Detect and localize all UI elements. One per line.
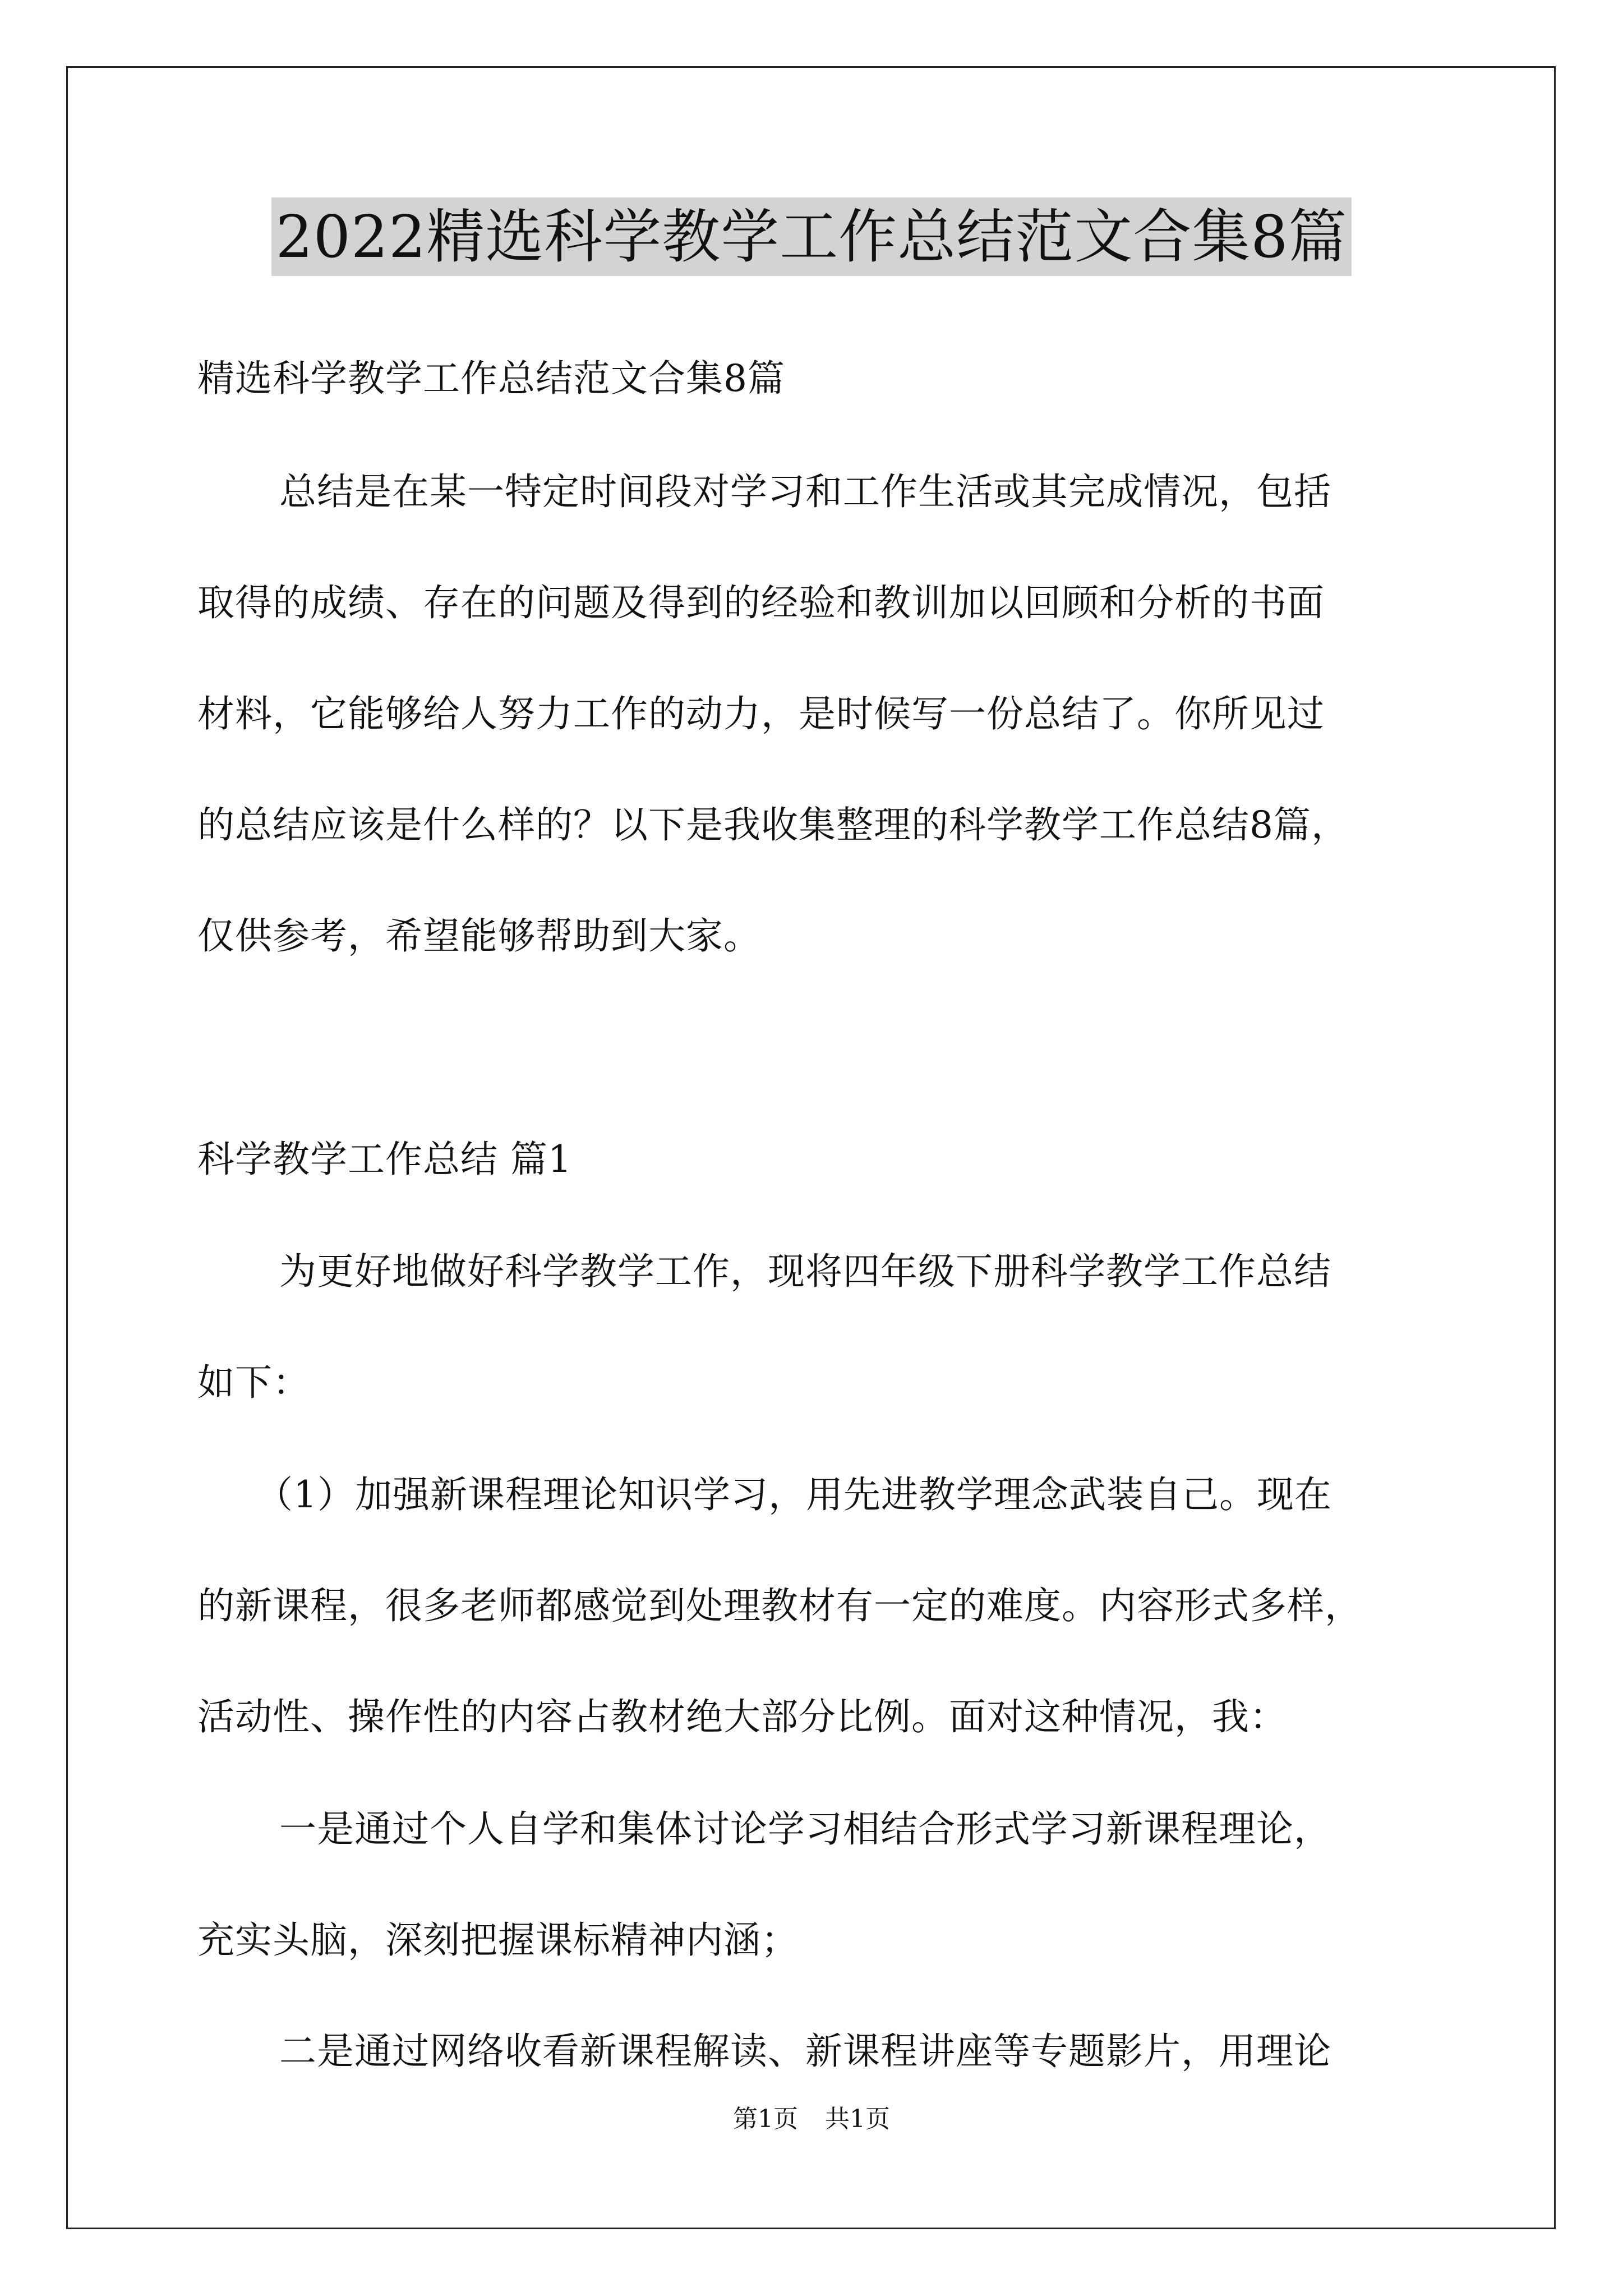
body-line: 为更好地做好科学教学工作，现将四年级下册科学教学工作总结	[279, 1250, 1331, 1293]
section-heading: 科学教学工作总结 篇1	[197, 1138, 572, 1181]
body-line: 如下：	[197, 1361, 310, 1404]
document-title: 2022精选科学教学工作总结范文合集8篇	[271, 197, 1352, 276]
intro-line: 取得的成绩、存在的问题及得到的经验和教训加以回顾和分析的书面	[197, 581, 1325, 624]
body-line: （1）加强新课程理论知识学习，用先进教学理念武装自己。现在	[256, 1473, 1332, 1516]
body-line: 二是通过网络收看新课程解读、新课程讲座等专题影片，用理论	[279, 2030, 1331, 2073]
body-line: 一是通过个人自学和集体讨论学习相结合形式学习新课程理论，	[279, 1807, 1331, 1851]
body-line: 活动性、操作性的内容占教材绝大部分比例。面对这种情况，我：	[197, 1695, 1287, 1738]
title-container	[0, 197, 1623, 276]
intro-line: 总结是在某一特定时间段对学习和工作生活或其完成情况，包括	[279, 470, 1331, 513]
page-number: 第1页	[733, 2105, 798, 2133]
body-line: 的新课程，很多老师都感觉到处理教材有一定的难度。内容形式多样，	[197, 1584, 1362, 1627]
intro-line: 的总结应该是什么样的？以下是我收集整理的科学教学工作总结8篇，	[197, 803, 1349, 846]
intro-line: 材料，它能够给人努力工作的动力，是时候写一份总结了。你所见过	[197, 692, 1325, 735]
page-total: 共1页	[825, 2105, 890, 2133]
page-footer	[0, 2102, 1623, 2136]
document-subtitle: 精选科学教学工作总结范文合集8篇	[197, 357, 785, 400]
body-line: 充实头脑，深刻把握课标精神内涵；	[197, 1918, 799, 1962]
intro-line: 仅供参考，希望能够帮助到大家。	[197, 914, 761, 958]
